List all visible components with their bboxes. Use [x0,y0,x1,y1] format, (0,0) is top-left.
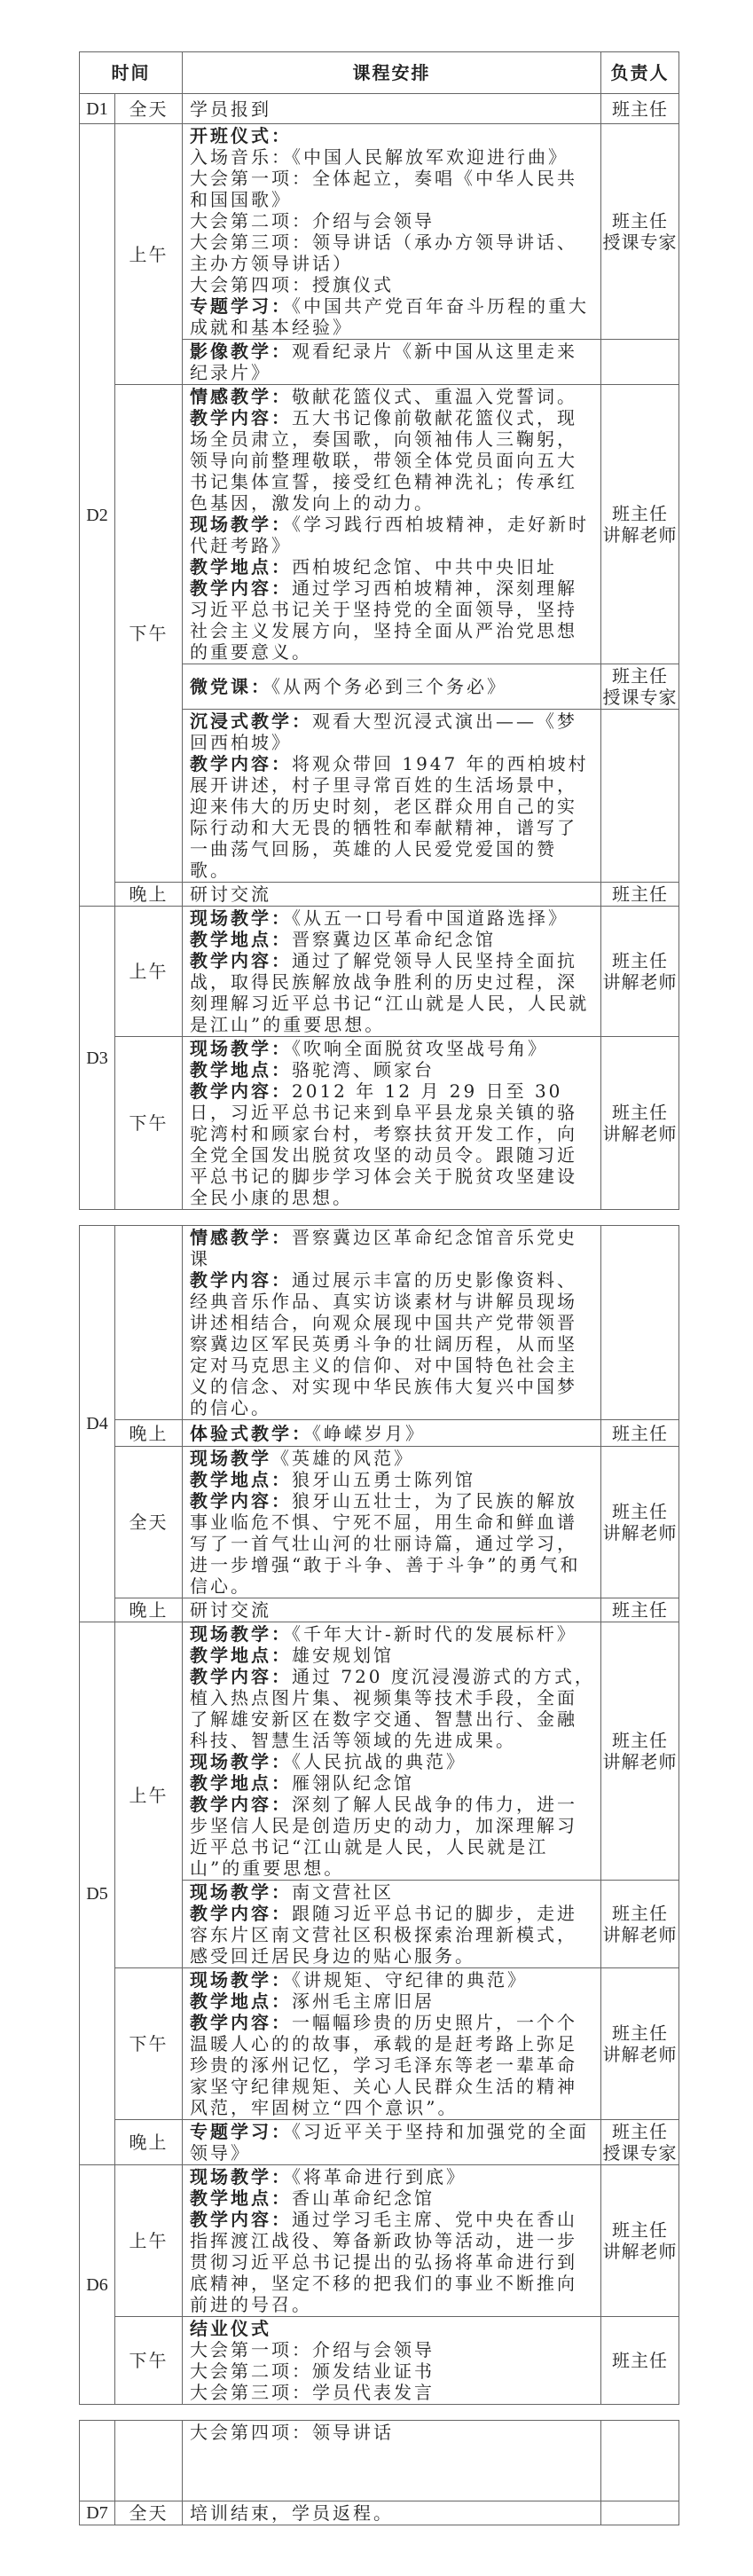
course-content [183,1226,601,1420]
content-label: 教学内容： [190,407,292,428]
content-line [190,1772,595,1794]
content-text: 一幅幅珍贵的历史照片，一个个温暖人心的的故事，承载的是赶考路上弥足珍贵的涿州记忆，学习毛泽东等老一辈革命家坚守纪律规矩、关心人民群众生活的精神风范，牢固树立“四个意识”。 [190,2012,577,2118]
schedule-row [80,1598,679,1622]
content-text: 学员报到 [190,98,271,120]
content-text: 大会第四项：授旗仪式 [190,274,394,295]
content-line [190,556,595,577]
content-text: 大会第三项：领导讲话（承办方领导讲话、主办方领导讲话） [190,232,577,274]
day-label [80,2421,115,2501]
schedule-row [80,2165,679,2317]
content-label: 影像教学： [190,341,292,362]
owner-name: 讲解老师 [602,1123,678,1144]
content-text: 南文营社区 [292,1881,394,1903]
header-row [80,52,679,94]
content-line [190,2012,595,2118]
content-text: 跟随习近平总书记的脚步，走进容东片区南文营社区积极探索治理新模式，感受回迁居民身边的贴心服务。 [190,1903,577,1967]
session-time [115,1226,183,1420]
owner-name: 班主任 [612,884,668,905]
session-time: 全天 [115,94,183,124]
content-label: 教学地点： [190,929,292,950]
owner-cell [601,1447,679,1598]
schedule-row [80,2421,679,2501]
schedule-row [80,883,679,907]
owner-cell [601,1598,679,1622]
content-line [190,514,595,556]
content-label: 教学内容： [190,577,292,599]
day-label: D2 [80,124,115,907]
content-label: 现场教学： [190,1623,292,1645]
schedule-row [80,1226,679,1420]
content-line [190,125,595,146]
content-text: 深刻了解人民战争的伟力，进一步坚信人民是创造历史的动力，加深理解习近平总书记“江山就是人民，人民就是江山”的重要思想。 [190,1794,577,1879]
schedule-row [80,2501,679,2525]
content-line [190,1751,595,1772]
day-label: D6 [80,2165,115,2405]
schedule-row [80,1622,679,1881]
content-text: 狼牙山五壮士，为了民族的解放事业临危不惧、宁死不屈，用生命和鲜血谱写了一首气壮山河的壮丽诗篇，通过学习，进一步增强“敢于斗争、善于斗争”的勇气和信心。 [190,1490,581,1597]
owner-cell [601,2421,679,2501]
owner-name: 班主任 [612,2219,668,2241]
content-line [190,274,595,295]
session-time: 上午 [115,1622,183,1968]
content-line [190,2382,595,2403]
course-content [183,1447,601,1598]
content-text: 《峥嵘岁月》 [312,1422,426,1444]
course-content [183,385,601,664]
content-label: 专题学习： [190,295,292,317]
session-time [115,2421,183,2501]
content-label: 现场教学： [190,514,292,535]
course-content [183,1968,601,2120]
schedule-table [79,2420,679,2525]
course-content [183,664,601,710]
course-content [183,907,601,1037]
content-line [190,98,595,120]
content-label: 微党课： [190,676,271,697]
content-line [190,210,595,232]
owner-cell [601,385,679,664]
content-line [190,1469,595,1490]
owner-name: 班主任 [612,1422,668,1444]
course-content [183,883,601,907]
owner-name: 班主任 [612,1501,668,1522]
schedule-row [80,94,679,124]
content-text: 五大书记像前敬献花篮仪式，现场全员肃立，奏国歌，向领袖伟人三鞠躬，领导向前整理敬联，带领全体党员面向五大书记集体宣誓，接受红色精神洗礼；传承红色基因，激发向上的动力。 [190,407,577,514]
owner-name: 班主任 [612,1903,668,1924]
owner-name: 班主任 [612,2350,668,2371]
content-line [190,168,595,210]
content-label: 现场教学 [190,1448,271,1469]
session-time: 全天 [115,1447,183,1598]
schedule-row [80,1968,679,2120]
owner-name: 授课专家 [602,2142,678,2164]
owner-cell [601,1968,679,2120]
content-text: 敬献花篮仪式、重温入党誓词。 [292,386,577,407]
content-line [190,1881,595,1903]
content-line [190,341,595,383]
session-time: 下午 [115,1968,183,2120]
owner-cell [601,710,679,883]
owner-name: 讲解老师 [602,1751,678,1772]
session-time: 下午 [115,385,183,883]
content-line [190,907,595,929]
content-text: 大会第二项：介绍与会领导 [190,210,435,232]
content-line [190,1080,595,1208]
content-line [190,2187,595,2209]
content-text: 香山革命纪念馆 [292,2187,435,2209]
day-label: D7 [80,2501,115,2525]
content-label: 教学内容： [190,1269,292,1291]
content-text: 通过了解党领导人民坚持全面抗战，取得民族解放战争胜利的历史过程，深刻理解习近平总书记“江山就是人民，人民就是江山”的重要思想。 [190,950,590,1035]
content-label: 情感教学： [190,386,292,407]
content-line [190,711,595,753]
course-content [183,1037,601,1210]
course-content [183,2317,601,2405]
content-line [190,950,595,1035]
content-line [190,2502,595,2524]
content-label: 专题学习： [190,2121,292,2142]
owner-cell [601,907,679,1037]
content-label: 教学内容： [190,1080,292,1102]
content-text: 《从两个务必到三个务必》 [271,676,507,697]
content-label: 现场教学： [190,2166,292,2187]
course-content [183,1420,601,1447]
owner-name: 班主任 [612,950,668,971]
course-content [183,340,601,385]
schedule-table [79,1225,679,2405]
content-text: 《中国共产党百年奋斗历程的重大成就和基本经验》 [190,295,589,338]
content-label: 体验式教学： [190,1422,312,1444]
content-line [190,929,595,950]
content-line [190,1038,595,1059]
content-label: 现场教学： [190,1969,292,1991]
content-text: 大会第一项：介绍与会领导 [190,2339,435,2360]
content-line [190,577,595,663]
owner-name: 班主任 [612,1730,668,1751]
content-text: 大会第一项：全体起立，奏唱《中华人民共和国国歌》 [190,168,577,210]
owner-cell [601,1226,679,1420]
content-label: 现场教学： [190,1881,292,1903]
owner-name: 班主任 [612,210,668,232]
schedule-row [80,2317,679,2405]
content-label: 教学内容： [190,2012,292,2033]
content-text: 晋察冀边区革命纪念馆 [292,929,496,950]
owner-name: 班主任 [612,1102,668,1123]
schedule-row [80,907,679,1037]
content-line [190,2360,595,2382]
schedule-row [80,2120,679,2165]
schedule-row [80,385,679,664]
content-label: 教学地点： [190,2187,292,2209]
content-line [190,1645,595,1666]
content-line [190,2166,595,2187]
content-text: 《从五一口号看中国道路选择》 [292,907,569,929]
course-content [183,124,601,340]
owner-cell [601,883,679,907]
content-text: 通过学习西柏坡精神，深刻理解习近平总书记关于坚持党的全面领导，坚持社会主义发展方向，坚持全面从严治党思想的重要意义。 [190,577,577,663]
owner-cell [601,340,679,385]
content-line [190,1666,595,1751]
content-text: 雁翎队纪念馆 [292,1772,414,1794]
content-line [190,2121,595,2164]
course-content [183,94,601,124]
content-text: 狼牙山五勇士陈列馆 [292,1469,475,1490]
owner-name: 讲解老师 [602,524,678,546]
content-text: 大会第四项：领导讲话 [190,2422,394,2443]
content-text: 西柏坡纪念馆、中共中央旧址 [292,556,557,577]
owner-cell [601,1881,679,1968]
content-label: 教学内容： [190,1794,292,1815]
session-time: 晚上 [115,883,183,907]
owner-name: 班主任 [612,503,668,524]
content-label: 情感教学： [190,1227,292,1248]
day-label: D5 [80,1622,115,2165]
course-content [183,1881,601,1968]
owner-name: 班主任 [612,665,668,687]
content-text: 晋察冀边区革命纪念馆音乐党史课 [190,1227,577,1269]
owner-cell [601,1420,679,1447]
owner-cell [601,2120,679,2165]
header-schedule: 课程安排 [183,52,601,94]
content-text: 观看大型沉浸式演出——《梦回西柏坡》 [190,711,577,753]
content-text: 《人民抗战的典范》 [292,1751,467,1772]
content-text: 大会第二项：颁发结业证书 [190,2360,435,2382]
content-label: 沉浸式教学： [190,711,312,732]
content-line [190,386,595,407]
owner-name: 讲解老师 [602,2044,678,2065]
content-text: 《千年大计-新时代的发展标杆》 [292,1623,577,1645]
schedule-table [79,51,679,1210]
content-text: 大会第三项：学员代表发言 [190,2382,435,2403]
content-label: 现场教学： [190,907,292,929]
content-label: 教学地点： [190,556,292,577]
content-text: 《英雄的风范》 [271,1448,414,1469]
course-content [183,2120,601,2165]
content-line [190,1599,595,1621]
owner-name: 讲解老师 [602,1924,678,1945]
content-line [190,146,595,168]
content-label: 现场教学： [190,1751,292,1772]
content-label: 教学内容： [190,1666,292,1687]
content-line [190,2318,595,2339]
content-label: 现场教学： [190,1038,292,1059]
content-text: 通过展示丰富的历史影像资料、经典音乐作品、真实访谈素材与讲解员现场讲述相结合，向观众展现中国共产党带领晋察冀边区军民英勇斗争的壮阔历程，从而坚定对马克思主义的信仰、对中国特色社会主义的信念、对实现中华民族伟大复兴中国梦的信心。 [190,1269,577,1418]
content-label: 结业仪式 [190,2318,271,2339]
content-label: 开班仪式： [190,125,292,146]
owner-name: 班主任 [612,98,668,120]
content-text: 《讲规矩、守纪律的典范》 [292,1969,528,1991]
owner-name: 班主任 [612,2022,668,2044]
owner-cell [601,2165,679,2317]
content-line [190,295,595,338]
content-line [190,407,595,514]
header-owner: 负责人 [601,52,679,94]
content-text: 通过 720 度沉浸漫游式的方式，植入热点图片集、视频集等技术手段，全面了解雄安新区在数字交通、智慧出行、金融科技、智慧生活等领域的先进成果。 [190,1666,595,1751]
content-text: 入场音乐：《中国人民解放军欢迎进行曲》 [190,146,569,168]
content-text: 通过学习毛主席、党中央在香山指挥渡江战役、筹备新政协等活动，进一步贯彻习近平总书记提出的弘扬将革命进行到底精神，坚定不移的把我们的事业不断推向前进的号召。 [190,2209,577,2315]
course-content [183,2421,601,2501]
session-time: 上午 [115,907,183,1037]
session-time: 上午 [115,2165,183,2317]
schedule-row [80,1037,679,1210]
content-line [190,1490,595,1597]
content-text: 研讨交流 [190,1599,271,1621]
owner-name: 授课专家 [602,687,678,708]
content-line [190,1059,595,1080]
day-label: D4 [80,1226,115,1622]
header-time: 时间 [80,52,183,94]
owner-name: 班主任 [612,2121,668,2142]
owner-name: 班主任 [612,1599,668,1621]
content-line [190,884,595,905]
owner-name: 讲解老师 [602,1522,678,1543]
content-text: 《将革命进行到底》 [292,2166,467,2187]
content-line [190,1991,595,2012]
content-text: 骆驼湾、顾家台 [292,1059,435,1080]
content-text: 雄安规划馆 [292,1645,394,1666]
schedule-row [80,1420,679,1447]
content-label: 教学地点： [190,1469,292,1490]
course-content [183,1598,601,1622]
content-text: 将观众带回 1947 年的西柏坡村展开讲述，村子里寻常百姓的生活场景中，迎来伟大的历史时刻，老区群众用自己的实际行动和大无畏的牺牲和奉献精神，谱写了一曲荡气回肠，英雄的人民爱党爱国的赞歌。 [190,753,589,881]
content-label: 教学内容： [190,1490,292,1512]
content-label: 教学地点： [190,1772,292,1794]
session-time: 晚上 [115,1420,183,1447]
content-line [190,1794,595,1879]
owner-cell [601,1037,679,1210]
content-text: 研讨交流 [190,884,271,905]
content-line [190,753,595,881]
content-line [190,2422,595,2443]
content-text: 培训结束，学员返程。 [190,2502,394,2524]
owner-cell [601,2317,679,2405]
content-text: 2012 年 12 月 29 日至 30 日，习近平总书记来到阜平县龙泉关镇的骆驼湾村和顾家台村，考察扶贫开发工作，向全党全国发出脱贫攻坚的动员令。跟随习近平总书记的脚步学习体会关于脱贫攻坚建设全民小康的思想。 [190,1080,577,1208]
content-label: 教学内容： [190,950,292,971]
session-time: 下午 [115,2317,183,2405]
content-line [190,1423,595,1444]
owner-name: 讲解老师 [602,2241,678,2262]
session-time: 晚上 [115,1598,183,1622]
course-content [183,2165,601,2317]
day-label: D3 [80,907,115,1210]
owner-name: 讲解老师 [602,971,678,993]
owner-cell [601,1622,679,1881]
content-line [190,2339,595,2360]
content-label: 教学地点： [190,1991,292,2012]
session-time: 全天 [115,2501,183,2525]
owner-cell [601,94,679,124]
content-label: 教学地点： [190,1059,292,1080]
content-text: 涿州毛主席旧居 [292,1991,435,2012]
content-label: 教学内容： [190,2209,292,2230]
content-line [190,1903,595,1967]
session-time: 上午 [115,124,183,385]
content-line [190,1269,595,1418]
schedule-row [80,124,679,340]
course-content [183,1622,601,1881]
content-label: 教学地点： [190,1645,292,1666]
owner-cell [601,124,679,340]
content-line [190,232,595,274]
schedule-row [80,1447,679,1598]
session-time: 下午 [115,1037,183,1210]
course-content [183,710,601,883]
session-time: 晚上 [115,2120,183,2165]
day-label: D1 [80,94,115,124]
owner-cell [601,664,679,710]
content-text: 《学习践行西柏坡精神，走好新时代赶考路》 [190,514,589,556]
owner-cell [601,2501,679,2525]
content-line [190,2209,595,2315]
content-line [190,1969,595,1991]
content-text: 观看纪录片《新中国从这里走来纪录片》 [190,341,577,383]
course-content [183,2501,601,2525]
content-text: 《习近平关于坚持和加强党的全面领导》 [190,2121,589,2164]
content-line [190,1227,595,1269]
content-line [190,1448,595,1469]
content-line [190,1623,595,1645]
content-label: 教学内容： [190,753,292,774]
content-line [190,676,595,697]
owner-name: 授课专家 [602,232,678,253]
content-text: 《吹响全面脱贫攻坚战号角》 [292,1038,548,1059]
content-label: 教学内容： [190,1903,292,1924]
